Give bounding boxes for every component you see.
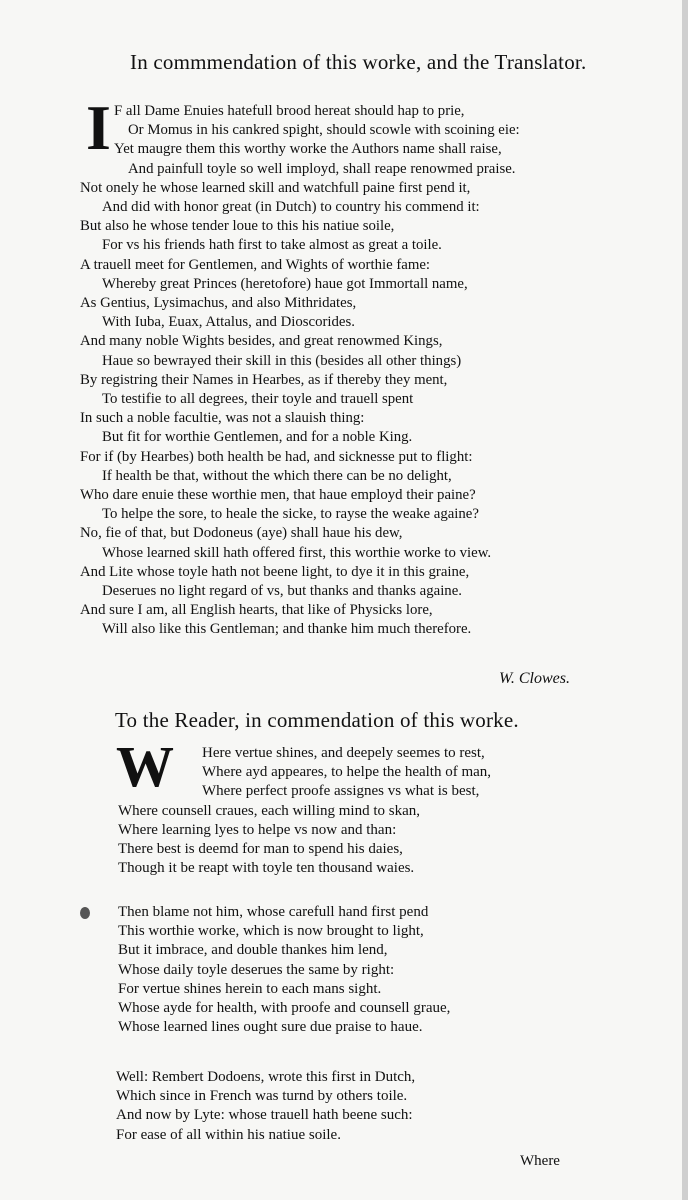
verse-line: Whereby great Princes (heretofore) haue got Immortall name, xyxy=(102,275,468,292)
verse-line: Where perfect proofe assignes vs what is best, xyxy=(202,783,480,800)
verse-line: A trauell meet for Gentlemen, and Wights of worthie fame: xyxy=(80,256,431,273)
verse-line: Whose learned lines ought sure due praise to haue. xyxy=(118,1019,423,1036)
drop-cap-w: W xyxy=(116,734,174,799)
verse-line: For vertue shines herein to each mans sight. xyxy=(118,980,382,997)
verse-line: To helpe the sore, to heale the sicke, to rayse the weake againe? xyxy=(102,506,479,523)
drop-cap-i: I xyxy=(86,92,111,163)
stanza-three xyxy=(116,1068,415,1145)
verse-line: With Iuba, Euax, Attalus, and Dioscorides. xyxy=(102,314,355,331)
verse-line: Here vertue shines, and deepely seemes to rest, xyxy=(202,745,485,761)
verse-line: Who dare enuie these worthie men, that haue employd their paine? xyxy=(80,487,476,504)
author-signature: W. Clowes. xyxy=(499,670,570,687)
poem-title-translator: In commmendation of this worke, and the Translator. xyxy=(130,50,587,74)
verse-line: This worthie worke, which is now brought to light, xyxy=(118,923,424,940)
verse-line: As Gentius, Lysimachus, and also Mithridates, xyxy=(80,295,357,312)
verse-line: Though it be reapt with toyle ten thousand waies. xyxy=(118,860,415,877)
verse-line: But also he whose tender loue to this his natiue soile, xyxy=(80,218,395,235)
verse-line: Whose daily toyle deserues the same by right: xyxy=(118,961,395,978)
ink-blot xyxy=(80,907,90,919)
verse-line: Deserues no light regard of vs, but thanks and thanks againe. xyxy=(102,583,462,600)
verse-line: Where ayd appeares, to helpe the health of man, xyxy=(202,764,492,781)
verse-line: Where counsell craues, each willing mind to skan, xyxy=(118,802,420,819)
verse-line: F all Dame Enuies hatefull brood hereat should hap to prie, xyxy=(114,103,465,119)
verse-line: For vs his friends hath first to take almost as great a toile. xyxy=(102,237,442,254)
catchword: Where xyxy=(520,1153,560,1169)
verse-line: Whose learned skill hath offered first, this worthie worke to view. xyxy=(102,544,492,561)
verse-line: There best is deemd for man to spend his daies, xyxy=(118,841,403,858)
verse-line: Where learning lyes to helpe vs now and than: xyxy=(118,821,397,838)
verse-line: Haue so bewrayed their skill in this (besides all other things) xyxy=(102,352,462,369)
poem-title-reader: To the Reader, in commendation of this worke. xyxy=(115,708,519,732)
verse-line: And now by Lyte: whose trauell hath beene such: xyxy=(116,1107,413,1124)
verse-line: Or Momus in his cankred spight, should scowle with scoining eie: xyxy=(128,122,520,139)
verse-line: For if (by Hearbes) both health be had, and sicknesse put to flight: xyxy=(80,448,473,465)
poem-commendation xyxy=(80,102,520,640)
verse-line: Which since in French was turnd by others toile. xyxy=(116,1088,408,1105)
verse-line: In such a noble facultie, was not a slauish thing: xyxy=(80,410,365,427)
verse-line: No, fie of that, but Dodoneus (aye) shall haue his dew, xyxy=(80,525,403,542)
verse-line: By registring their Names in Hearbes, as if thereby they ment, xyxy=(80,371,448,388)
verse-line: And many noble Wights besides, and great renowmed Kings, xyxy=(80,333,443,350)
verse-line: And sure I am, all English hearts, that like of Physicks lore, xyxy=(80,602,433,619)
verse-line: Whose ayde for health, with proofe and counsell graue, xyxy=(118,1000,451,1017)
verse-line: But it imbrace, and double thankes him lend, xyxy=(118,942,388,959)
verse-line: Yet maugre them this worthy worke the Authors name shall raise, xyxy=(114,141,502,158)
verse-line: If health be that, without the which there can be no delight, xyxy=(102,467,452,484)
verse-line: For ease of all within his natiue soile. xyxy=(116,1126,341,1143)
verse-line: And did with honor great (in Dutch) to country his commend it: xyxy=(102,199,480,216)
verse-line: And painfull toyle so well imployd, shall reape renowmed praise. xyxy=(128,160,516,177)
verse-line: Well: Rembert Dodoens, wrote this first in Dutch, xyxy=(116,1069,416,1085)
stanza-one xyxy=(118,744,491,878)
verse-line: Will also like this Gentleman; and thanke him much therefore. xyxy=(102,621,472,638)
verse-line: Then blame not him, whose carefull hand first pend xyxy=(118,904,429,920)
stanza-two xyxy=(118,903,450,1037)
verse-line: And Lite whose toyle hath not beene light, to dye it in this graine, xyxy=(80,563,470,580)
verse-line: To testifie to all degrees, their toyle and trauell spent xyxy=(102,391,414,408)
verse-line: But fit for worthie Gentlemen, and for a noble King. xyxy=(102,429,413,446)
verse-line: Not onely he whose learned skill and watchfull paine first pend it, xyxy=(80,179,471,196)
page-edge xyxy=(682,0,688,1200)
